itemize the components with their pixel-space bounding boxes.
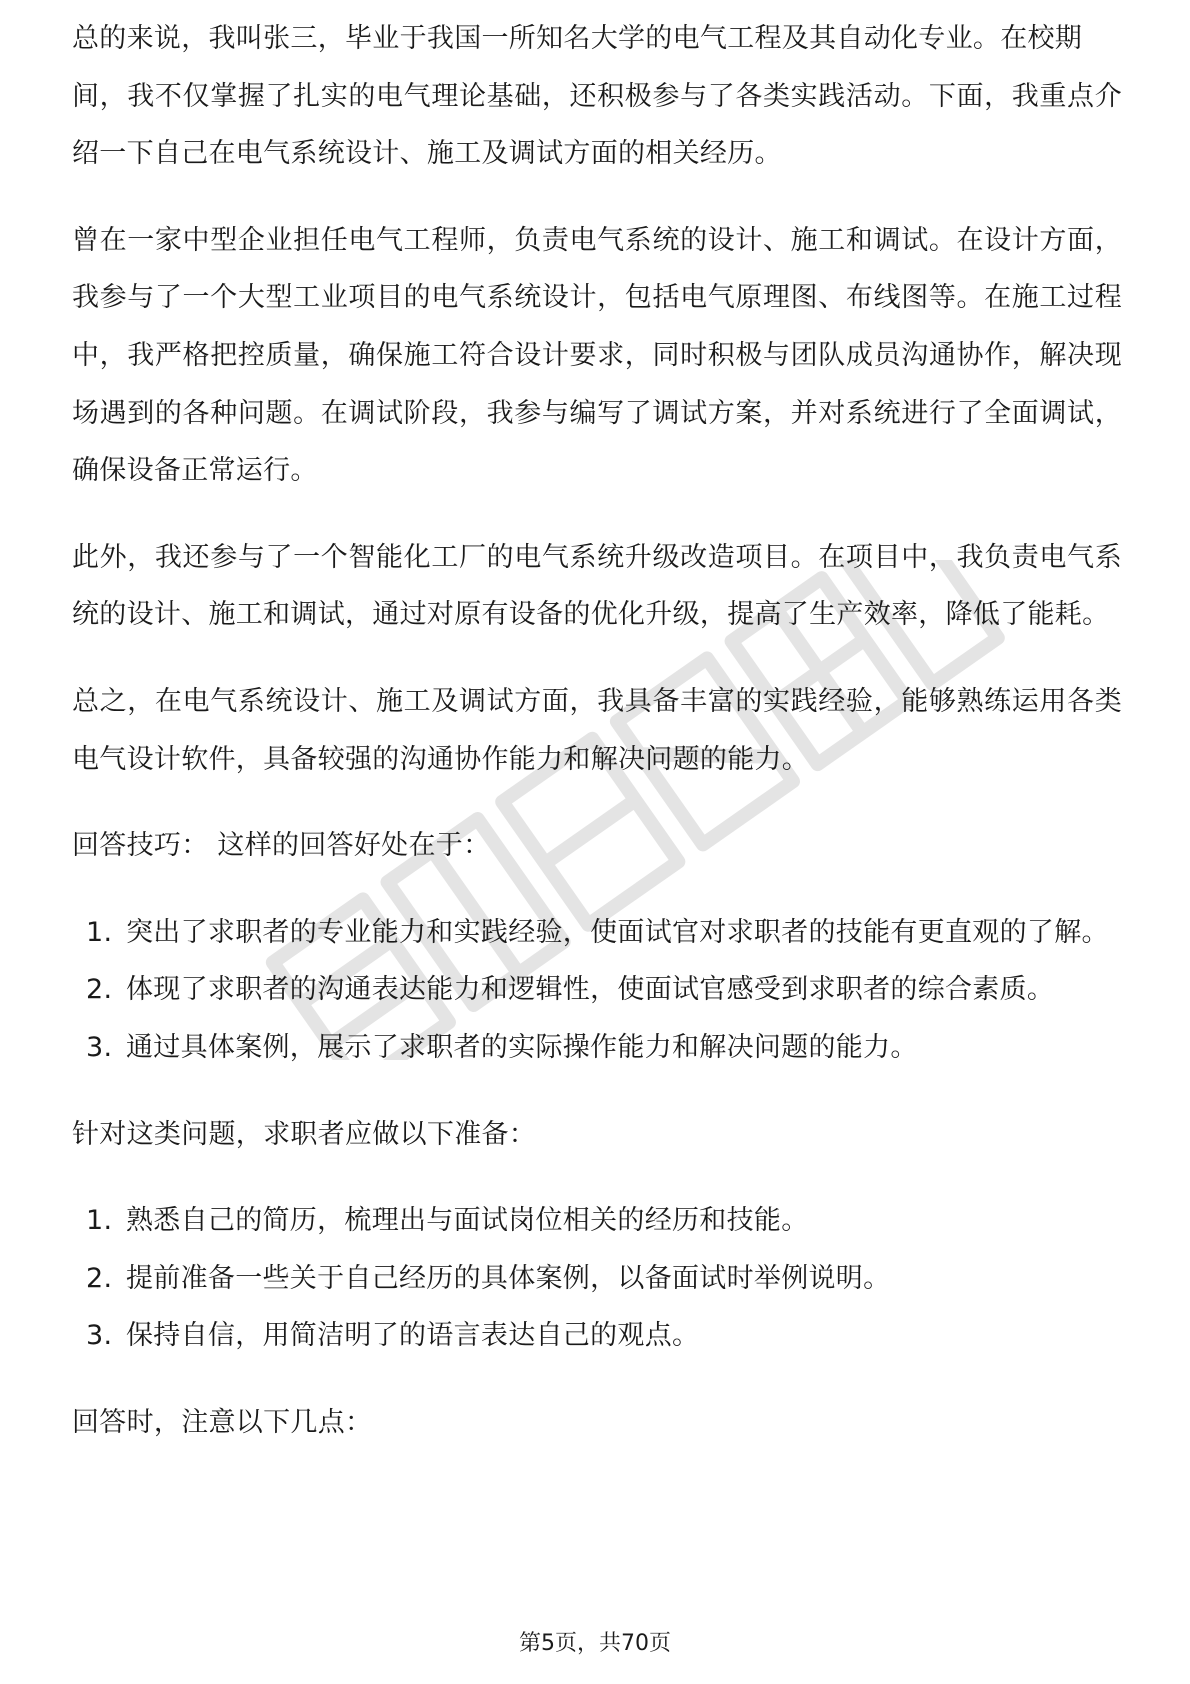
list-item-text: 体现了求职者的沟通表达能力和逻辑性，使面试官感受到求职者的综合素质。 bbox=[126, 974, 1055, 1006]
paragraph-summary: 总之，在电气系统设计、施工及调试方面，我具备丰富的实践经验，能够熟练运用各类电气设计软件，具备较强的沟通协作能力和解决问题的能力。 bbox=[72, 685, 1122, 775]
paragraph-project: 此外，我还参与了一个智能化工厂的电气系统升级改造项目。在项目中，我负责电气系统的设计、施工和调试，通过对原有设备的优化升级，提高了生产效率，降低了能耗。 bbox=[72, 541, 1122, 631]
list-item bbox=[72, 904, 1122, 962]
heading-preparation: 针对这类问题，求职者应做以下准备： bbox=[72, 1118, 537, 1150]
list-preparation bbox=[72, 1192, 1122, 1365]
list-item-text: 突出了求职者的专业能力和实践经验，使面试官对求职者的技能有更直观的了解。 bbox=[126, 916, 1109, 948]
paragraph-cut-top: 总的来说，我叫张三，毕业于我国一所知名大学的电气工程及其自动化专业。在校期 bbox=[72, 23, 1083, 54]
list-item bbox=[72, 1307, 1122, 1365]
heading-answer-notes: 回答时，注意以下几点： bbox=[72, 1406, 373, 1438]
list-item bbox=[72, 1019, 1122, 1077]
list-item bbox=[72, 961, 1122, 1019]
list-number: 1. bbox=[86, 1205, 113, 1237]
list-number: 3. bbox=[86, 1031, 113, 1063]
list-item bbox=[72, 1192, 1122, 1250]
list-item-text: 通过具体案例，展示了求职者的实际操作能力和解决问题的能力。 bbox=[126, 1031, 918, 1063]
list-answer-benefits bbox=[72, 904, 1122, 1077]
paragraph-experience: 曾在一家中型企业担任电气工程师，负责电气系统的设计、施工和调试。在设计方面，我参与了一个大型工业项目的电气系统设计，包括电气原理图、布线图等。在施工过程中，我严格把控质量，确保施工符合设计要求，同时积极与团队成员沟通协作，解决现场遇到的各种问题。在调试阶段，我参与编写了调试方案，并对系统进行了全面调试，确保设备正常运行。 bbox=[72, 224, 1122, 487]
list-item-text: 保持自信，用简洁明了的语言表达自己的观点。 bbox=[126, 1320, 700, 1352]
list-number: 3. bbox=[86, 1320, 113, 1352]
list-item-text: 提前准备一些关于自己经历的具体案例，以备面试时举例说明。 bbox=[126, 1262, 891, 1294]
list-number: 1. bbox=[86, 916, 113, 948]
list-item bbox=[72, 1250, 1122, 1308]
list-item-text: 熟悉自己的简历，梳理出与面试岗位相关的经历和技能。 bbox=[126, 1205, 809, 1237]
list-number: 2. bbox=[86, 974, 113, 1006]
paragraph-intro: 间，我不仅掌握了扎实的电气理论基础，还积极参与了各类实践活动。下面，我重点介绍一下自己在电气系统设计、施工及调试方面的相关经历。 bbox=[72, 80, 1122, 170]
page-number: 第5页，共70页 bbox=[519, 1631, 671, 1656]
heading-answer-tips: 回答技巧： 这样的回答好处在于： bbox=[72, 830, 491, 862]
document-body bbox=[72, 22, 1122, 1480]
list-number: 2. bbox=[86, 1262, 113, 1294]
